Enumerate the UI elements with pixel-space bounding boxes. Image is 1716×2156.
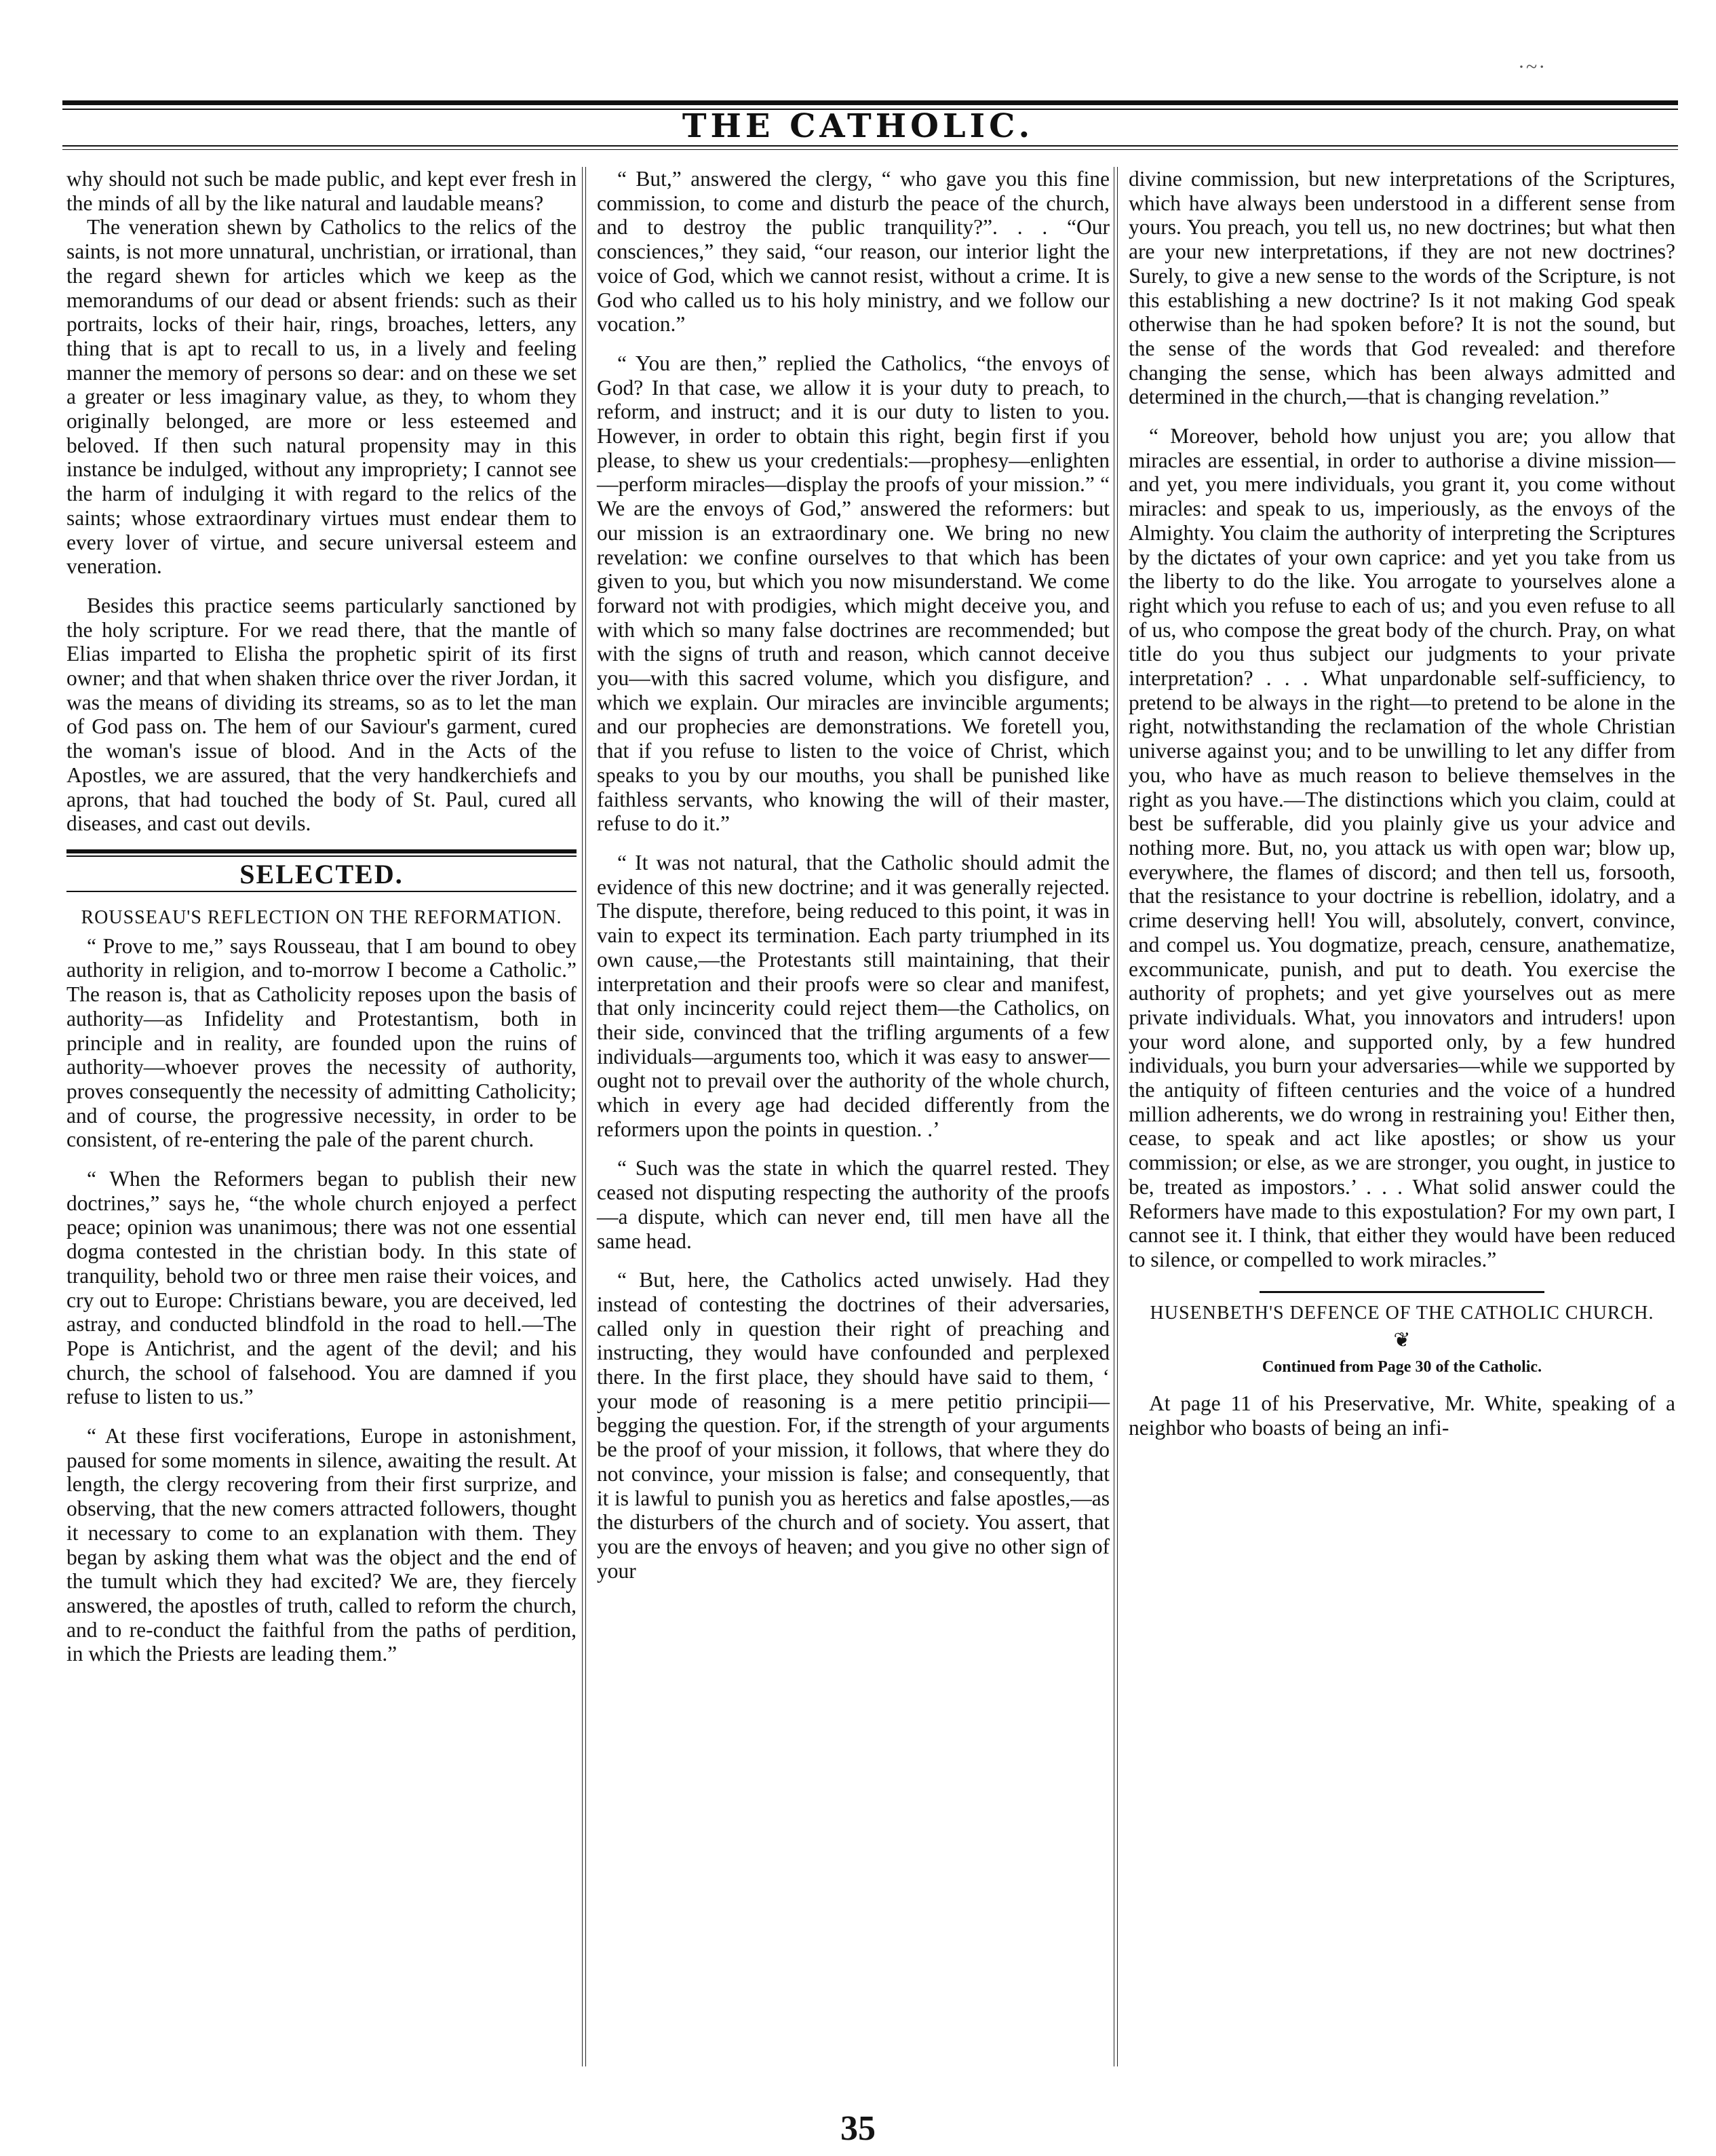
paragraph: “ When the Reformers began to publish their new doctrines,” says he, “the whole church enjoyed a perfect peace; opinion was unanimous; there was not one essential dogma contested in the christian body. In this state of tranquility, behold two or three men raise their voices, and cry out to Europe: Christians beware, you are deceived, led astray, and conducted blindfold in the road to hell.—The Pope is Antichrist, and the agent of the devil; and his church, the school of falsehood. You are damned if you refuse to listen to us.”	[66, 1167, 577, 1409]
paragraph: “ Such was the state in which the quarrel rested. They ceased not disputing respecting the authority of the proofs—a dispute, which can never end, till men have all the same head.	[597, 1156, 1110, 1253]
section-rule	[66, 849, 577, 857]
paragraph: why should not such be made public, and kept ever fresh in the minds of all by the like natural and laudable means?	[66, 167, 577, 215]
column-3	[1129, 167, 1675, 1440]
fleuron-ornament: ❦	[1393, 1328, 1411, 1351]
paragraph: Besides this practice seems particularly sanctioned by the holy scripture. For we read there, that the mantle of Elias imparted to Elisha the prophetic spirit of its first owner; and that when shaken thrice over the river Jordan, it was the means of dividing its streams, so as to let the man of God pass on. The hem of our Saviour's garment, cured the woman's issue of blood. And in the Acts of the Apostles, we are assured, that the very handkerchiefs and aprons, that had touched the body of St. Paul, cured all diseases, and cast out devils.	[66, 593, 577, 836]
section-rule	[66, 891, 577, 892]
article-title: HUSENBETH'S DEFENCE OF THE CATHOLIC CHURCH.	[1150, 1302, 1654, 1324]
masthead-bottom-rule	[62, 145, 1678, 147]
paragraph: “ Prove to me,” says Rousseau, that I am bound to obey authority in religion, and to-morrow I become a Catholic.” The reason is, that as Catholicity reposes upon the basis of authority—as Infidelity and Protestantism, both in principle and in reality, are founded upon the ruins of authority—whoever proves the necessity of authority, proves consequently the necessity of admitting Catholicity; and of course, the progressive necessity, in order to be consistent, of re-entering the pale of the parent church.	[66, 933, 577, 1152]
corner-mark: ·~·	[1518, 56, 1547, 78]
paragraph: “ But,” answered the clergy, “ who gave you this fine commission, to come and disturb the peace of the church, and to destroy the public tranquility?”. . . “Our consciences,” they said, “our reason, our interior light the voice of God, which we cannot resist, without a crime. It is God who called us to his holy ministry, and we follow our vocation.”	[597, 167, 1110, 336]
column-divider	[1114, 167, 1118, 2066]
article-title: ROUSSEAU'S REFLECTION ON THE REFORMATION.	[81, 906, 562, 928]
article-separator-rule	[1260, 1291, 1544, 1293]
paragraph: divine commission, but new interpretations of the Scriptures, which have always been understood in a different sense from yours. You preach, you tell us, no new doctrines; but what then are your new interpretations, if they are not new doctrines? Surely, to give a new sense to the words of the Scripture, is not this establishing a new doctrine? Is it not making God speak otherwise than he had spoken before? It is not the sound, but the sense of the words that God revealed: and therefore changing the sense, which has been always admitted and determined in the church,—that is changing revelation.”	[1129, 167, 1675, 409]
continued-note: Continued from Page 30 of the Catholic.	[1262, 1358, 1542, 1376]
paragraph: The veneration shewn by Catholics to the relics of the saints, is not more unnatural, unchristian, or irrational, than the regard shewn for articles which we keep as the memorandums of our dead or absent friends: such as their portraits, locks of their hair, rings, broaches, letters, any thing that is apt to recall to us, in a lively and feeling manner the memory of persons so dear: and on these we set a greater or less imaginary value, as they, to whom they originally belonged, are more or less esteemed and beloved. If then such natural propensity may in this instance be indulged, without any impropriety; I cannot see the harm of indulging it with regard to the relics of the saints; whose extraordinary virtues must endear them to every lover of virtue, and secure universal esteem and veneration.	[66, 215, 577, 579]
column-2	[597, 167, 1110, 1583]
column-divider	[582, 167, 586, 2066]
paragraph: “ Moreover, behold how unjust you are; you allow that miracles are essential, in order to authorise a divine mission—and yet, you mere individuals, you grant it, you come without miracles: and speak to us, imperiously, as the envoys of the Almighty. You claim the authority of interpreting the Scriptures by the dictates of your own caprice: and yet you take from us the liberty to do the like. You arrogate to yourselves alone a right which you refuse to each of us; and you even refuse to all of us, who compose the great body of the church. Pray, on what title do you thus subject our judgments to your private interpretation? . . . What unpardonable self-sufficiency, to pretend to be always in the right—to pretend to be alone in the right, notwithstanding the reclamation of the whole Christian universe against you; and to be unwilling to let any differ from you, who have as much reason to believe themselves in the right as you have.—The distinctions which you claim, could at best be sufferable, did you plainly give us your advice and nothing more. But, no, you attack us with open war; blow up, everywhere, the flames of discord; and then tell us, forsooth, that the resistance to your doctrine is rebellion, idolatry, and a crime deserving hell! You will, absolutely, convert, convince, and compel us. You dogmatize, preach, censure, anathematize, excommunicate, punish, and put to death. You exercise the authority of prophets; and yet give yourselves out as mere private individuals. What, you innovators and intruders! upon your word alone, and supported only, by a few hundred individuals, you burn your adversaries—while we supported by the antiquity of fifteen centuries and the voice of a hundred million adherents, we do wrong in restraining you! Either then, cease, to speak and act like apostles; or show us your commission; or else, as we are stronger, you ought, in justice to be, treated as impostors.’ . . . What solid answer could the Reformers have made to this expostulation? For my own part, I cannot see it. I think, that either they would have been reduced to silence, or compelled to work miracles.”	[1129, 424, 1675, 1271]
paragraph: At page 11 of his Preservative, Mr. White, speaking of a neighbor who boasts of being an infi-	[1129, 1391, 1675, 1440]
paragraph: “ It was not natural, that the Catholic should admit the evidence of this new doctrine; and it was generally rejected. The dispute, therefore, being reduced to this point, it was in vain to expect its termination. Each party triumphed in its own cause,—the Protestants still maintaining, that their interpretation and their proofs were so clear and manifest, that only incincerity could reject them—the Catholics, on their side, convinced that the trifling arguments of a few individuals—arguments too, which it was easy to answer—ought not to prevail over the authority of the whole church, which in every age had decided differently from the reformers upon the points in question. .’	[597, 850, 1110, 1141]
masthead-title: THE CATHOLIC.	[682, 107, 1034, 145]
paragraph: “ At these first vociferations, Europe in astonishment, paused for some moments in silence, awaiting the result. At length, the clergy recovering from their first surprize, and observing, that the new comers attracted followers, thought it necessary to come to an explanation with them. They began by asking them what was the object and the end of the tumult which they had excited? We are, they fiercely answered, the apostles of truth, called to reform the church, and to re-conduct the faithful from the paths of perdition, in which the Priests are leading them.”	[66, 1424, 577, 1666]
section-heading: SELECTED.	[239, 858, 404, 889]
paragraph: “ But, here, the Catholics acted unwisely. Had they instead of contesting the doctrines of their adversaries, called only in question their right of preaching and instructing, they would have confounded and perplexed there. In the first place, they should have said to them, ‘ your mode of reasoning is a mere petitio principii—begging the question. For, if the strength of your arguments be the proof of your mission, it follows, that where they do not convince, your mission is false; and consequently, that it is lawful to punish you as heretics and false apostles,—as the disturbers of the church and of society. You assert, that you are the envoys of heaven; and you give no other sign of your	[597, 1268, 1110, 1583]
page-number: 35	[840, 2109, 876, 2148]
column-1	[66, 167, 577, 1666]
masthead-bottom-rule-thin	[62, 149, 1678, 150]
paragraph: “ You are then,” replied the Catholics, “the envoys of God? In that case, we allow it is your duty to preach, to reform, and instruct; and it is our duty to listen to you. However, in order to obtain this right, begin first if you please, to shew us your credentials:—prophesy—enlighten—perform miracles—display the proofs of your mission.” “ We are the envoys of God,” answered the reformers: but our mission is an extraordinary one. We bring no new revelation: we confine ourselves to that which has been given to you, but which you now misunderstand. We come forward not with prodigies, which might deceive you, and with which so many false doctrines are recommended; but with the signs of truth and reason, which cannot deceive you—with this sacred volume, which you disfigure, and which we explain. Our miracles are invincible arguments; and our prophecies are demonstrations. We foretell you, that if you refuse to listen to the voice of Christ, which speaks to you by our mouths, you shall be punished like faithless servants, who knowing the will of their master, refuse to do it.”	[597, 351, 1110, 836]
masthead-top-rule	[62, 100, 1678, 105]
